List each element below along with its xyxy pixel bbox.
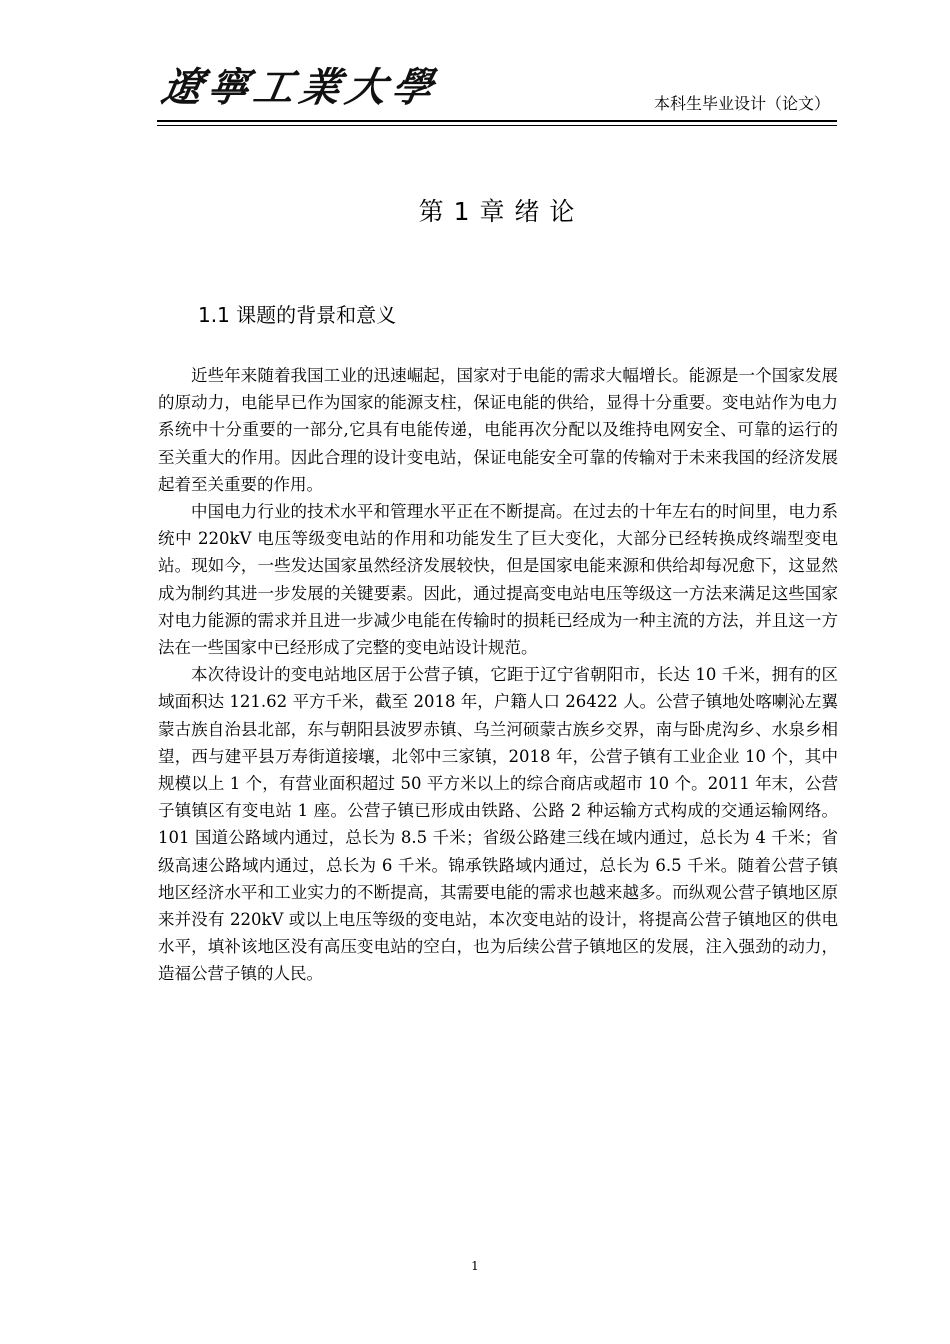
section-title: 1.1 课题的背景和意义 bbox=[198, 303, 397, 327]
header-rule-thin bbox=[157, 125, 837, 126]
university-logo: 遼寧工業大學 bbox=[157, 64, 443, 111]
page-number: 1 bbox=[471, 1259, 479, 1273]
header-document-type: 本科生毕业设计（论文） bbox=[653, 94, 830, 113]
chapter-title: 第 1 章 绪 论 bbox=[418, 197, 576, 226]
paragraph: 本次待设计的变电站地区居于公营子镇，它距于辽宁省朝阳市，长达 10 千米，拥有的区域面积达 121.62 平方千米，截至 2018 年，户籍人口 26422 人。公营子镇地处喀喇沁左翼蒙古族自治县北部，东与朝阳县波罗赤镇、乌兰河硕蒙古族乡交界，南与卧虎沟乡、水泉乡相望，西与建平县万寿街道接壤，北邻中三家镇，2018 年，公营子镇有工业企业 10 个，其中规模以上 1 个，有营业面积超过 50 平方米以上的综合商店或超市 10 个。2011 年末，公营子镇镇区有变电站 1 座。公营子镇已形成由铁路、公路 2 种运输方式构成的交通运输网络。101 国道公路域内通过，总长为 8.5 千米；省级公路建三线在域内通过，总长为 4 千米；省级高速公路域内通过，总长为 6 千米。锦承铁路域内通过，总长为 6.5 千米。随着公营子镇地区经济水平和工业实力的不断提高，其需要电能的需求也越来越多。而纵观公营子镇地区原来并没有 220kV 或以上电压等级的变电站，本次变电站的设计，将提高公营子镇地区的供电水平，填补该地区没有高压变电站的空白，也为后续公营子镇地区的发展，注入强劲的动力，造福公营子镇的人民。 bbox=[158, 665, 838, 984]
paragraph: 近些年来随着我国工业的迅速崛起，国家对于电能的需求大幅增长。能源是一个国家发展的原动力，电能早已作为国家的能源支柱，保证电能的供给，显得十分重要。变电站作为电力系统中十分重要的一部分,它具有电能传递，电能再次分配以及维持电网安全、可靠的运行的至关重大的作用。因此合理的设计变电站，保证电能安全可靠的传输对于未来我国的经济发展起着至关重要的作用。 bbox=[158, 366, 838, 494]
header-rule-thick bbox=[157, 120, 837, 122]
body-text bbox=[158, 362, 838, 988]
paragraph: 中国电力行业的技术水平和管理水平正在不断提高。在过去的十年左右的时间里，电力系统中 220kV 电压等级变电站的作用和功能发生了巨大变化，大部分已经转换成终端型变电站。现如今，一些发达国家虽然经济发展较快，但是国家电能来源和供给却每况愈下，这显然成为制约其进一步发展的关键要素。因此，通过提高变电站电压等级这一方法来满足这些国家对电力能源的需求并且进一步减少电能在传输时的损耗已经成为一种主流的方法，并且这一方法在一些国家中已经形成了完整的变电站设计规范。 bbox=[158, 502, 838, 658]
